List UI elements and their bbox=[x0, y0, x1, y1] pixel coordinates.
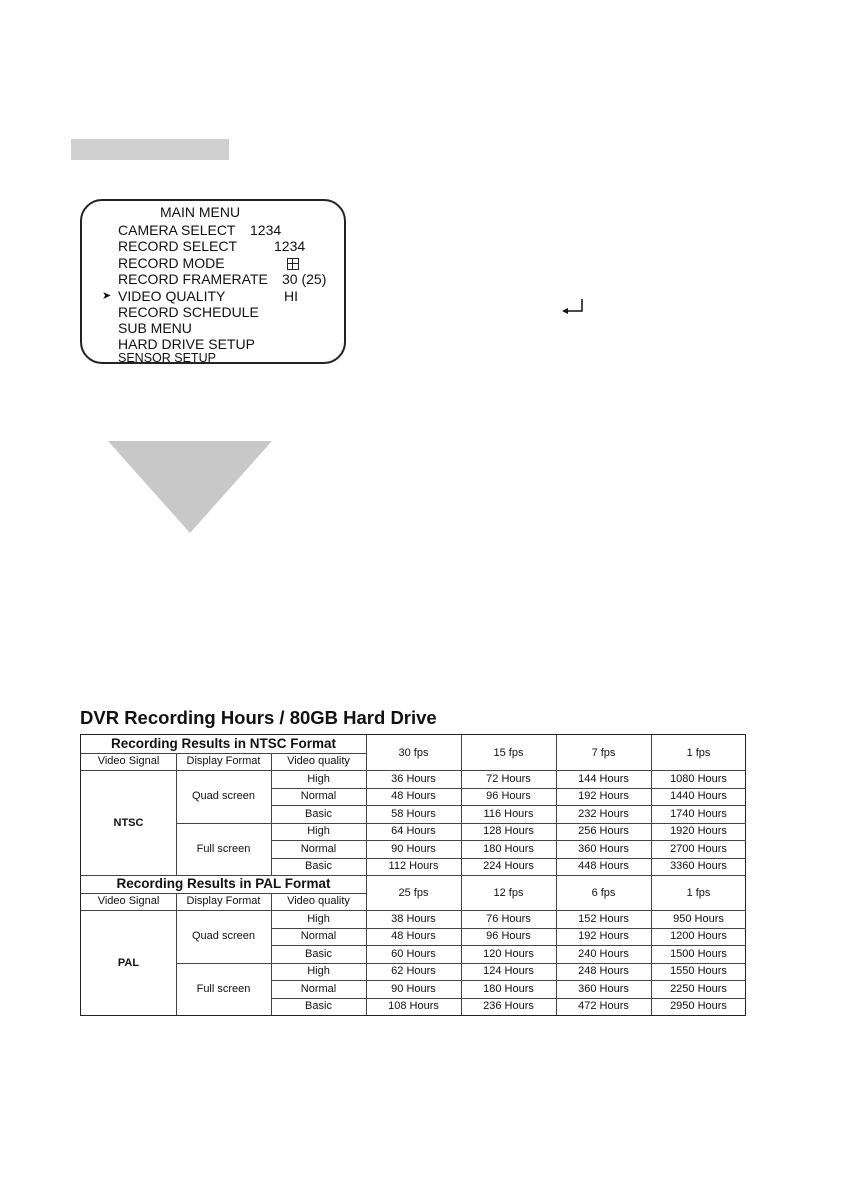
osd-item-video-quality[interactable]: VIDEO QUALITY bbox=[118, 288, 226, 304]
hours-cell: 116 Hours bbox=[483, 807, 534, 820]
column-header: Video quality bbox=[287, 755, 350, 768]
grid-line bbox=[271, 805, 746, 806]
video-quality-label: Normal bbox=[300, 790, 337, 803]
video-quality-label: High bbox=[307, 965, 330, 978]
hours-cell: 256 Hours bbox=[578, 825, 629, 838]
hours-cell: 60 Hours bbox=[391, 947, 436, 960]
quad-grid-icon bbox=[287, 258, 299, 270]
grid-line bbox=[271, 858, 746, 859]
display-format-label: Full screen bbox=[196, 842, 251, 855]
video-quality-label: High bbox=[307, 825, 330, 838]
hours-cell: 36 Hours bbox=[391, 772, 436, 785]
column-header: Video Signal bbox=[97, 895, 160, 908]
grid-line bbox=[176, 893, 177, 1016]
hours-cell: 76 Hours bbox=[486, 912, 531, 925]
hours-cell: 236 Hours bbox=[483, 1000, 534, 1013]
hours-cell: 180 Hours bbox=[483, 982, 534, 995]
grid-line bbox=[271, 998, 746, 999]
hours-cell: 96 Hours bbox=[486, 930, 531, 943]
hours-cell: 1500 Hours bbox=[670, 947, 727, 960]
fps-header: 7 fps bbox=[591, 746, 616, 759]
display-format-label: Quad screen bbox=[192, 790, 255, 803]
hours-cell: 192 Hours bbox=[578, 790, 629, 803]
column-header: Video Signal bbox=[97, 755, 160, 768]
osd-item-record-schedule[interactable]: RECORD SCHEDULE bbox=[118, 304, 259, 320]
grid-line bbox=[81, 770, 746, 771]
display-format-label: Quad screen bbox=[192, 930, 255, 943]
osd-item-record-framerate[interactable]: RECORD FRAMERATE bbox=[118, 271, 268, 287]
hours-cell: 48 Hours bbox=[391, 790, 436, 803]
osd-main-menu bbox=[80, 199, 346, 364]
hours-cell: 448 Hours bbox=[578, 860, 629, 873]
hours-cell: 38 Hours bbox=[391, 912, 436, 925]
hours-cell: 3360 Hours bbox=[670, 860, 727, 873]
hours-cell: 224 Hours bbox=[483, 860, 534, 873]
osd-item-camera-select[interactable]: CAMERA SELECT bbox=[118, 222, 236, 238]
column-header: Display Format bbox=[186, 755, 261, 768]
hours-cell: 112 Hours bbox=[388, 860, 439, 873]
osd-item-record-select[interactable]: RECORD SELECT bbox=[118, 238, 238, 254]
hours-cell: 90 Hours bbox=[391, 982, 436, 995]
hours-cell: 144 Hours bbox=[578, 772, 629, 785]
hours-cell: 62 Hours bbox=[391, 965, 436, 978]
hours-cell: 2250 Hours bbox=[670, 982, 727, 995]
osd-item-sub-menu[interactable]: SUB MENU bbox=[118, 320, 192, 336]
hours-cell: 128 Hours bbox=[483, 825, 534, 838]
grid-line bbox=[461, 735, 462, 875]
display-format-label: Full screen bbox=[196, 982, 251, 995]
hours-cell: 1740 Hours bbox=[670, 807, 727, 820]
osd-value-video-quality: HI bbox=[284, 288, 298, 304]
grid-line bbox=[81, 753, 366, 754]
hours-cell: 96 Hours bbox=[486, 790, 531, 803]
fps-header: 25 fps bbox=[398, 886, 429, 899]
hours-cell: 124 Hours bbox=[483, 965, 534, 978]
video-quality-label: Basic bbox=[305, 860, 332, 873]
video-quality-label: Basic bbox=[305, 807, 332, 820]
recording-hours-table bbox=[80, 734, 746, 1016]
hours-cell: 950 Hours bbox=[673, 912, 724, 925]
hours-cell: 1550 Hours bbox=[670, 965, 727, 978]
column-header: Video quality bbox=[287, 895, 350, 908]
osd-item-hard-drive-setup[interactable]: HARD DRIVE SETUP bbox=[118, 336, 255, 352]
section-heading-bar bbox=[71, 139, 229, 160]
grid-line bbox=[556, 735, 557, 875]
grid-line bbox=[176, 753, 177, 876]
hours-cell: 360 Hours bbox=[578, 842, 629, 855]
grid-line bbox=[556, 875, 557, 1015]
osd-item-record-mode[interactable]: RECORD MODE bbox=[118, 255, 225, 271]
hours-cell: 120 Hours bbox=[483, 947, 534, 960]
video-signal-label: NTSC bbox=[113, 816, 144, 829]
section-heading: Recording Results in PAL Format bbox=[116, 876, 331, 892]
osd-value-record-select: 1234 bbox=[274, 238, 306, 254]
osd-value-camera-select: 1234 bbox=[250, 222, 282, 238]
grid-line bbox=[366, 875, 367, 1015]
grid-line bbox=[81, 910, 746, 911]
table-title: DVR Recording Hours / 80GB Hard Drive bbox=[80, 707, 437, 728]
video-quality-label: Basic bbox=[305, 947, 332, 960]
fps-header: 6 fps bbox=[591, 886, 616, 899]
hours-cell: 240 Hours bbox=[578, 947, 629, 960]
fps-header: 15 fps bbox=[493, 746, 524, 759]
hours-cell: 472 Hours bbox=[578, 1000, 629, 1013]
video-quality-label: Normal bbox=[300, 842, 337, 855]
hours-cell: 1920 Hours bbox=[670, 825, 727, 838]
hours-cell: 232 Hours bbox=[578, 807, 629, 820]
video-quality-label: High bbox=[307, 912, 330, 925]
hours-cell: 1200 Hours bbox=[670, 930, 727, 943]
grid-line bbox=[271, 753, 272, 876]
video-quality-label: High bbox=[307, 772, 330, 785]
hours-cell: 152 Hours bbox=[578, 912, 629, 925]
grid-line bbox=[366, 735, 367, 875]
hours-cell: 48 Hours bbox=[391, 930, 436, 943]
video-quality-label: Basic bbox=[305, 1000, 332, 1013]
hours-cell: 1080 Hours bbox=[670, 772, 727, 785]
grid-line bbox=[271, 980, 746, 981]
hours-cell: 2700 Hours bbox=[670, 842, 727, 855]
fps-header: 1 fps bbox=[686, 886, 711, 899]
grid-line bbox=[271, 945, 746, 946]
hours-cell: 72 Hours bbox=[486, 772, 531, 785]
hours-cell: 2950 Hours bbox=[670, 1000, 727, 1013]
hours-cell: 360 Hours bbox=[578, 982, 629, 995]
hours-cell: 64 Hours bbox=[391, 825, 436, 838]
video-quality-label: Normal bbox=[300, 930, 337, 943]
column-header: Display Format bbox=[186, 895, 261, 908]
fps-header: 12 fps bbox=[493, 886, 524, 899]
fps-header: 1 fps bbox=[686, 746, 711, 759]
hours-cell: 90 Hours bbox=[391, 842, 436, 855]
grid-line bbox=[81, 893, 366, 894]
grid-line bbox=[271, 893, 272, 1016]
down-arrow-icon bbox=[108, 441, 272, 533]
hours-cell: 248 Hours bbox=[578, 965, 629, 978]
osd-item-sensor-setup[interactable]: SENSOR SETUP bbox=[118, 351, 216, 365]
arrow-cursor-icon: ➤ bbox=[102, 290, 112, 302]
hours-cell: 1440 Hours bbox=[670, 790, 727, 803]
section-heading: Recording Results in NTSC Format bbox=[110, 736, 337, 752]
hours-cell: 58 Hours bbox=[391, 807, 436, 820]
grid-line bbox=[651, 735, 652, 875]
grid-line bbox=[271, 840, 746, 841]
fps-header: 30 fps bbox=[398, 746, 429, 759]
grid-line bbox=[651, 875, 652, 1015]
hours-cell: 192 Hours bbox=[578, 930, 629, 943]
hours-cell: 108 Hours bbox=[388, 1000, 439, 1013]
hours-cell: 180 Hours bbox=[483, 842, 534, 855]
enter-key-icon bbox=[561, 298, 587, 316]
osd-value-record-framerate: 30 (25) bbox=[282, 271, 327, 287]
video-quality-label: Normal bbox=[300, 982, 337, 995]
grid-line bbox=[271, 788, 746, 789]
video-signal-label: PAL bbox=[117, 956, 140, 969]
grid-line bbox=[461, 875, 462, 1015]
osd-menu-title: MAIN MENU bbox=[160, 204, 241, 220]
grid-line bbox=[271, 928, 746, 929]
